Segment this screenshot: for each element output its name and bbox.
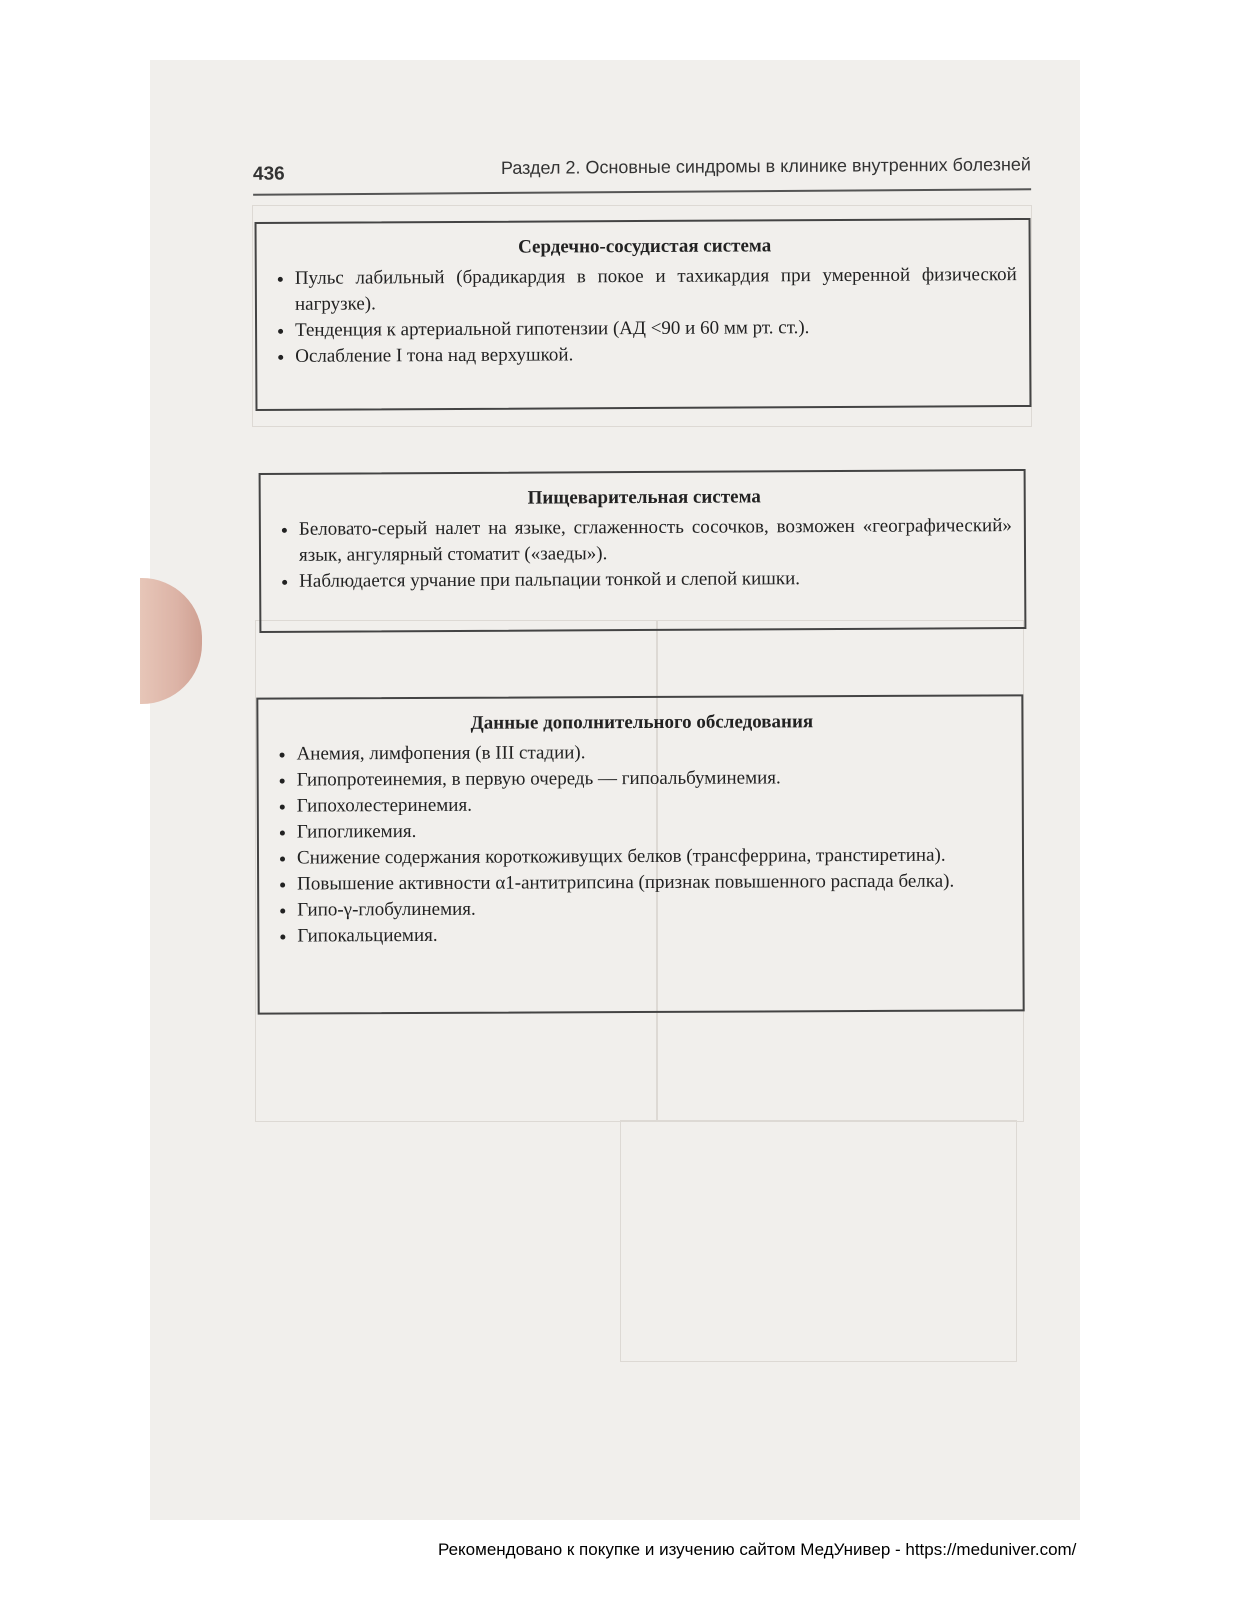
list-item: • Гипогликемия. bbox=[297, 816, 1010, 845]
bullet-list bbox=[275, 738, 1011, 949]
list-item: • Наблюдается урчание при пальпации тонкой и слепой кишки. bbox=[299, 565, 1012, 595]
box-title: Сердечно-сосудистая система bbox=[517, 235, 772, 258]
running-head: Раздел 2. Основные синдромы в клинике внутренних болезней bbox=[500, 154, 1032, 178]
list-item: • Гипопротеинемия, в первую очередь — гипоальбуминемия. bbox=[297, 764, 1010, 793]
list-item: • Гипо-γ-глобулинемия. bbox=[297, 894, 1010, 923]
page-header bbox=[253, 152, 1031, 195]
digestive-box bbox=[259, 469, 1027, 633]
cardiovascular-box bbox=[255, 218, 1032, 411]
list-item: • Анемия, лимфопения (в III стадии). bbox=[297, 738, 1010, 767]
bullet-list bbox=[273, 262, 1018, 370]
list-item: • Гипохолестеринемия. bbox=[297, 790, 1010, 819]
page-number: 436 bbox=[252, 163, 285, 185]
list-item: • Снижение содержания короткоживущих белков (трансферрина, транстиретина). bbox=[297, 842, 1010, 871]
bleed-through-frame bbox=[620, 1120, 1017, 1362]
list-item: • Беловато-серый налет на языке, сглаженность сосочков, возможен «географический» язык, ангулярный стоматит («заеды»). bbox=[299, 513, 1012, 569]
list-item: • Гипокальциемия. bbox=[297, 920, 1010, 949]
box-title: Данные дополнительного обследования bbox=[470, 711, 814, 734]
box-title: Пищеварительная система bbox=[527, 486, 761, 509]
additional-exam-box bbox=[256, 694, 1024, 1014]
list-item: • Повышение активности α1-антитрипсина (признак повышенного распада белка). bbox=[297, 868, 1010, 897]
list-item: • Тенденция к артериальной гипотензии (АД <90 и 60 мм рт. ст.). bbox=[295, 314, 1017, 344]
bullet-list bbox=[277, 513, 1012, 595]
footer-text: Рекомендовано к покупке и изучению сайтом МедУнивер - https://meduniver.com/ bbox=[438, 1540, 1077, 1559]
list-item: • Ослабление I тона над верхушкой. bbox=[295, 340, 1017, 370]
list-item: • Пульс лабильный (брадикардия в покое и тахикардия при умеренной физической нагрузке). bbox=[295, 262, 1017, 318]
